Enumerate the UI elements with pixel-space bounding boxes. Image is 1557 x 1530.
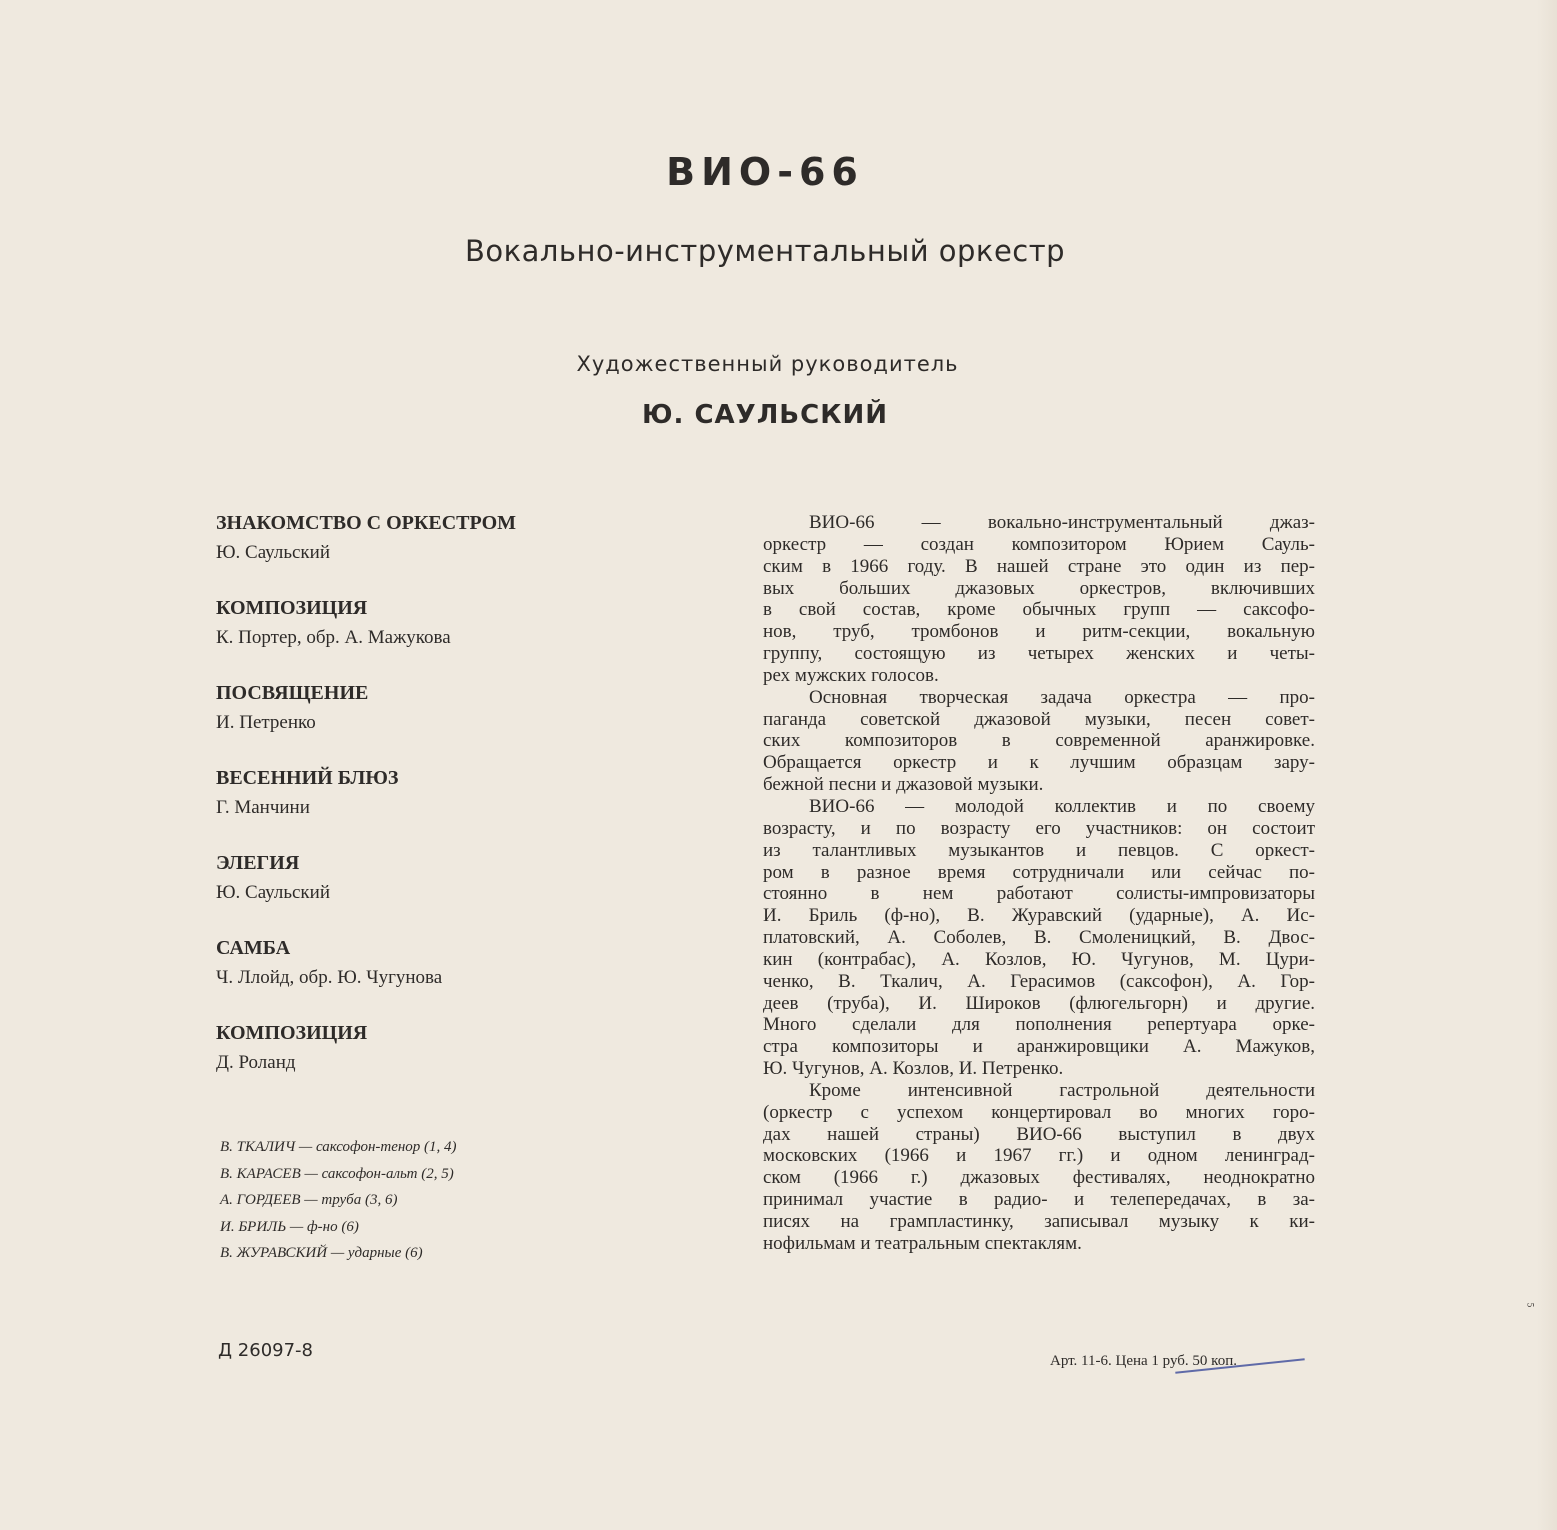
text-line	[763, 556, 1315, 578]
text-line-content: Ю. Чугунов, А. Козлов, И. Петренко.	[763, 1058, 1064, 1080]
text-line	[763, 599, 1315, 621]
credit-line: В. КАРАСЕВ — саксофон-альт (2, 5)	[220, 1165, 454, 1182]
text-line	[763, 1080, 1315, 1102]
text-line-content: Обращается оркестр и к лучшим образцам зару-	[763, 752, 1315, 774]
credit-line: В. ТКАЛИЧ — саксофон-тенор (1, 4)	[220, 1139, 457, 1155]
credit-line: А. ГОРДЕЕВ — труба (3, 6)	[220, 1192, 398, 1208]
text-line-content: Много сделали для пополнения репертуара орке-	[763, 1014, 1315, 1036]
sleeve-edge	[1537, 0, 1557, 1530]
track-title: ЗНАКОМСТВО С ОРКЕСТРОМ	[216, 512, 517, 534]
credit-line: И. БРИЛЬ — ф-но (6)	[220, 1218, 359, 1235]
track-author: Ю. Саульский	[216, 882, 330, 903]
track-item	[216, 1020, 666, 1105]
text-line-content: нов, труб, тромбонов и ритм-секции, вокальную	[763, 621, 1315, 643]
text-line	[763, 1211, 1315, 1233]
text-line-content: оркестр — создан композитором Юрием Сауль-	[763, 533, 1315, 555]
text-line-content: ченко, В. Ткалич, А. Герасимов (саксофон), А. Гор-	[763, 970, 1315, 992]
text-line	[763, 971, 1315, 993]
text-line-content: писях на грампластинку, записывал музыку к ки-	[763, 1211, 1315, 1232]
text-line	[763, 1233, 1315, 1255]
text-line	[763, 862, 1315, 884]
text-line	[763, 621, 1315, 643]
text-line	[763, 1036, 1315, 1058]
text-line	[763, 905, 1315, 927]
album-title: ВИО-66	[666, 150, 864, 194]
text-line	[763, 883, 1315, 905]
text-line-content: деев (труба), И. Широков (флюгельгорн) и другие.	[763, 992, 1315, 1014]
text-line	[763, 818, 1315, 840]
track-author: Ю. Саульский	[216, 542, 330, 563]
text-line-content: нофильмам и театральным спектаклям.	[763, 1232, 1082, 1254]
track-title: ПОСВЯЩЕНИЕ	[216, 682, 369, 704]
track-item	[216, 935, 666, 1020]
text-line-content: в свой состав, кроме обычных групп — саксофо-	[763, 599, 1315, 621]
text-line	[763, 774, 1315, 796]
track-item	[216, 680, 666, 765]
text-line	[763, 993, 1315, 1015]
director-label: Художественный руководитель	[576, 352, 959, 376]
track-item	[216, 510, 666, 595]
text-line-content: кин (контрабас), А. Козлов, Ю. Чугунов, М. Цури-	[763, 948, 1315, 970]
text-line	[763, 1189, 1315, 1211]
page-mark: 5	[1525, 1302, 1536, 1308]
text-line	[763, 687, 1315, 709]
text-line-content: стоянно в нем работают солисты-импровизаторы	[763, 883, 1315, 905]
text-line	[763, 534, 1315, 556]
director-name: Ю. САУЛЬСКИЙ	[642, 400, 888, 430]
text-line	[763, 752, 1315, 774]
text-line	[763, 927, 1315, 949]
track-author: Ч. Ллойд, обр. Ю. Чугунова	[216, 967, 443, 988]
text-line-content: возрасту, и по возрасту его участников: он состоит	[763, 817, 1315, 839]
track-title: КОМПОЗИЦИЯ	[216, 1022, 368, 1044]
text-line-content: стра композиторы и аранжировщики А. Мажуков,	[763, 1036, 1315, 1058]
text-line	[763, 1145, 1315, 1167]
text-line	[763, 1124, 1315, 1146]
text-line-content: ВИО-66 — молодой коллектив и по своему	[809, 795, 1315, 817]
paragraph	[763, 796, 1315, 1080]
text-line	[763, 949, 1315, 971]
text-line-content: группу, состоящую из четырех женских и четы-	[763, 643, 1315, 665]
text-line-content: паганда советской джазовой музыки, песен совет-	[763, 708, 1315, 730]
track-author: И. Петренко	[216, 712, 316, 733]
track-author: Г. Манчини	[216, 797, 310, 818]
track-author: Д. Роланд	[216, 1052, 296, 1073]
text-line	[763, 796, 1315, 818]
text-line-content: Основная творческая задача оркестра — про-	[809, 686, 1315, 708]
text-line-content: ских композиторов в современной аранжировке.	[763, 730, 1315, 752]
text-line	[763, 730, 1315, 752]
text-line-content: И. Бриль (ф-но), В. Журавский (ударные), А. Ис-	[763, 905, 1315, 927]
text-line-content: рех мужских голосов.	[763, 664, 939, 686]
track-list	[216, 510, 666, 1105]
text-line-content: ВИО-66 — вокально-инструментальный джаз-	[809, 512, 1315, 533]
album-subtitle: Вокально-инструментальный оркестр	[464, 234, 1066, 268]
text-line	[763, 709, 1315, 731]
credit-line: В. ЖУРАВСКИЙ — ударные (6)	[220, 1245, 423, 1261]
price-label: Арт. 11-6. Цена 1 руб. 50 коп.	[1050, 1353, 1237, 1369]
text-line-content: принимал участие в радио- и телепередачах, в за-	[763, 1189, 1315, 1211]
text-line	[763, 1102, 1315, 1124]
text-line-content: бежной песни и джазовой музыки.	[763, 774, 1044, 796]
text-line	[763, 1167, 1315, 1189]
track-author: К. Портер, обр. А. Мажукова	[216, 627, 451, 648]
text-line	[763, 578, 1315, 600]
text-line	[763, 1058, 1315, 1080]
text-line	[763, 840, 1315, 862]
text-line-content: ском (1966 г.) джазовых фестивалях, неоднократно	[763, 1167, 1315, 1189]
text-line	[763, 665, 1315, 687]
text-line	[763, 643, 1315, 665]
text-line-content: платовский, А. Соболев, В. Смоленицкий, В. Двос-	[763, 927, 1315, 949]
performer-credits	[220, 1134, 457, 1267]
text-line-content: ским в 1966 году. В нашей стране это один из пер-	[763, 555, 1315, 577]
text-line-content: (оркестр с успехом концертировал во многих горо-	[763, 1101, 1315, 1123]
liner-notes	[763, 512, 1315, 1255]
text-line-content: московских (1966 и 1967 гг.) и одном ленинград-	[763, 1145, 1315, 1167]
track-title: ЭЛЕГИЯ	[216, 852, 300, 874]
text-line-content: Кроме интенсивной гастрольной деятельности	[809, 1079, 1315, 1101]
track-title: КОМПОЗИЦИЯ	[216, 597, 368, 619]
text-line	[763, 512, 1315, 534]
text-line-content: вых больших джазовых оркестров, включивших	[763, 577, 1315, 599]
track-title: САМБА	[216, 937, 291, 959]
paragraph	[763, 1080, 1315, 1255]
track-item	[216, 595, 666, 680]
text-line	[763, 1014, 1315, 1036]
paragraph	[763, 512, 1315, 687]
catalog-number: Д 26097-8	[218, 1340, 313, 1361]
text-line-content: из талантливых музыкантов и певцов. С оркест-	[763, 839, 1315, 861]
paragraph	[763, 687, 1315, 796]
text-line-content: ром в разное время сотрудничали или сейчас по-	[763, 861, 1315, 883]
track-item	[216, 850, 666, 935]
track-title: ВЕСЕННИЙ БЛЮЗ	[216, 767, 399, 789]
track-item	[216, 765, 666, 850]
text-line-content: дах нашей страны) ВИО-66 выступил в двух	[763, 1123, 1315, 1145]
